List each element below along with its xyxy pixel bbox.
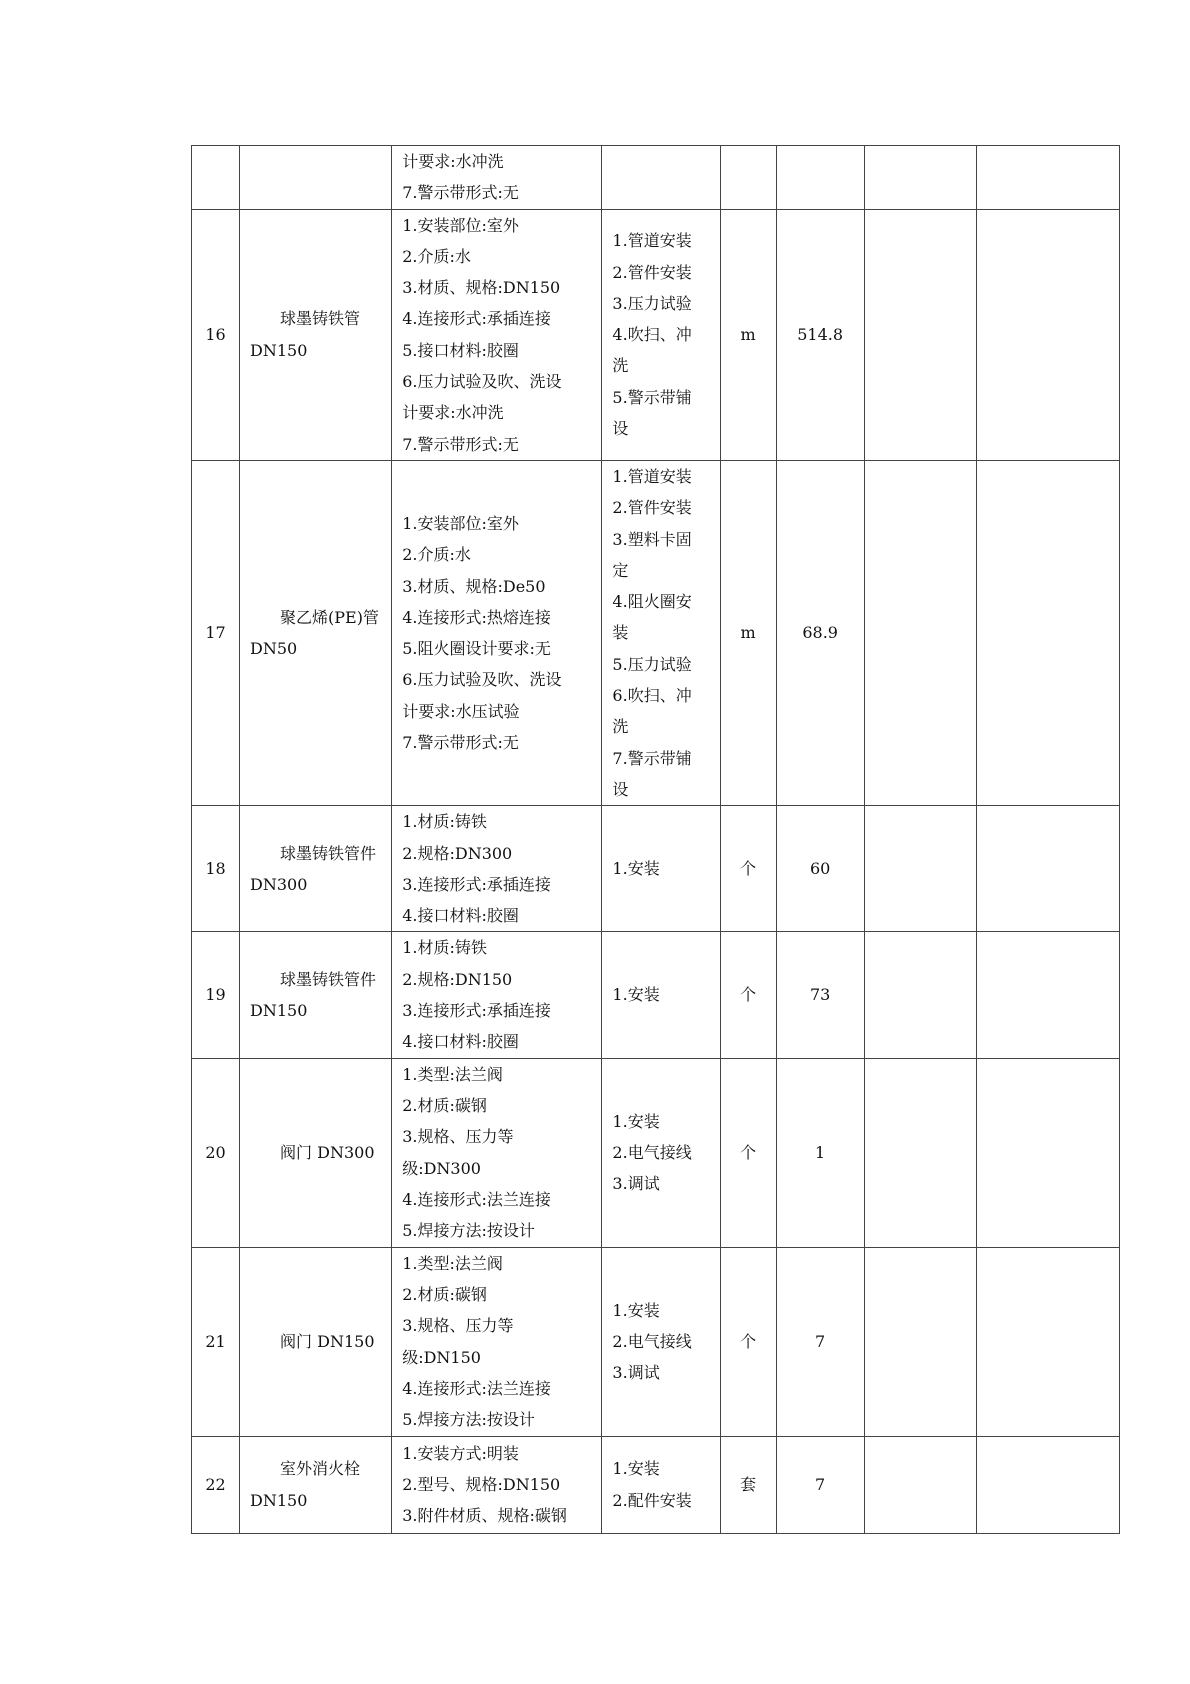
cell-item-features	[392, 1436, 602, 1533]
work-line: 4.吹扫、冲	[612, 325, 692, 345]
cell-item-features	[392, 209, 602, 460]
feature-line: 7.警示带形式:无	[402, 183, 519, 203]
feature-line: 5.焊接方法:按设计	[402, 1221, 535, 1241]
feature-line: 1.安装部位:室外	[402, 513, 519, 533]
feature-line: 1.类型:法兰阀	[402, 1253, 503, 1273]
cell-item-name	[240, 932, 392, 1058]
item-name-line: DN150	[250, 340, 308, 360]
feature-line: 5.接口材料:胶圈	[402, 340, 519, 360]
cell-item-name	[240, 1058, 392, 1247]
cell-total-price	[976, 1247, 1119, 1436]
cell-quantity: 68.9	[776, 460, 864, 805]
cell-item-features	[392, 806, 602, 932]
cell-unit-price	[864, 1247, 976, 1436]
feature-line: 4.接口材料:胶圈	[402, 1032, 519, 1052]
cell-total-price	[976, 146, 1119, 210]
feature-line: 3.附件材质、规格:碳钢	[402, 1506, 567, 1526]
work-line: 6.吹扫、冲	[612, 686, 692, 706]
table-row	[192, 806, 1120, 932]
feature-line: 1.安装方式:明装	[402, 1443, 519, 1463]
cell-item-name	[240, 209, 392, 460]
feature-line: 4.连接形式:法兰连接	[402, 1189, 551, 1209]
work-line: 4.阻火圈安	[612, 592, 692, 612]
work-line: 洗	[612, 717, 629, 737]
cell-unit-price	[864, 932, 976, 1058]
work-line: 2.管件安装	[612, 262, 692, 282]
cell-total-price	[976, 1058, 1119, 1247]
work-line: 设	[612, 419, 629, 439]
feature-line: 2.介质:水	[402, 246, 471, 266]
cell-quantity: 7	[776, 1247, 864, 1436]
feature-line: 7.警示带形式:无	[402, 732, 519, 752]
cell-work-content	[602, 209, 720, 460]
cell-item-features	[392, 146, 602, 210]
feature-line: 3.规格、压力等	[402, 1127, 514, 1147]
feature-line: 1.材质:铸铁	[402, 812, 487, 832]
work-line: 装	[612, 623, 629, 643]
cell-unit: 个	[720, 1058, 776, 1247]
work-line: 1.安装	[612, 859, 660, 879]
cell-quantity	[776, 146, 864, 210]
cell-unit-price	[864, 209, 976, 460]
cell-work-content	[602, 1436, 720, 1533]
feature-line: 4.接口材料:胶圈	[402, 906, 519, 926]
feature-line: 计要求:水压试验	[402, 701, 520, 721]
cell-unit: 套	[720, 1436, 776, 1533]
feature-line: 4.连接形式:热熔连接	[402, 607, 551, 627]
cell-item-features	[392, 1247, 602, 1436]
cell-item-no: 22	[192, 1436, 240, 1533]
cell-total-price	[976, 806, 1119, 932]
table-row	[192, 460, 1120, 805]
work-line: 洗	[612, 356, 629, 376]
feature-line: 3.材质、规格:DN150	[402, 278, 561, 298]
feature-line: 级:DN150	[402, 1347, 481, 1367]
feature-line: 2.介质:水	[402, 545, 471, 565]
table-row	[192, 209, 1120, 460]
feature-line: 计要求:水冲洗	[402, 403, 504, 423]
cell-unit: 个	[720, 1247, 776, 1436]
work-line: 3.调试	[612, 1363, 660, 1383]
item-name-line: 球墨铸铁管件	[280, 843, 377, 863]
item-name-line: DN300	[250, 874, 308, 894]
cell-item-name	[240, 1247, 392, 1436]
feature-line: 4.连接形式:承插连接	[402, 309, 551, 329]
work-line: 2.电气接线	[612, 1331, 692, 1351]
item-name-line: DN150	[250, 1490, 308, 1510]
cell-total-price	[976, 209, 1119, 460]
cell-item-no: 21	[192, 1247, 240, 1436]
cell-work-content	[602, 1058, 720, 1247]
cell-quantity: 1	[776, 1058, 864, 1247]
item-name-line: 室外消火栓	[280, 1459, 361, 1479]
work-line: 设	[612, 779, 629, 799]
feature-line: 2.规格:DN150	[402, 969, 513, 989]
cell-unit: 个	[720, 932, 776, 1058]
cell-item-no	[192, 146, 240, 210]
table-row	[192, 146, 1120, 210]
cell-work-content	[602, 146, 720, 210]
feature-line: 级:DN300	[402, 1158, 481, 1178]
feature-line: 5.焊接方法:按设计	[402, 1410, 535, 1430]
work-line: 1.安装	[612, 1459, 660, 1479]
feature-line: 2.规格:DN300	[402, 843, 513, 863]
feature-line: 7.警示带形式:无	[402, 434, 519, 454]
item-name-line: DN50	[250, 639, 298, 659]
item-name-line: 球墨铸铁管件	[280, 969, 377, 989]
feature-line: 3.连接形式:承插连接	[402, 874, 551, 894]
cell-quantity: 7	[776, 1436, 864, 1533]
feature-line: 3.连接形式:承插连接	[402, 1001, 551, 1021]
work-line: 3.塑料卡固	[612, 529, 692, 549]
cell-item-no: 17	[192, 460, 240, 805]
table-row	[192, 1436, 1120, 1533]
item-name-line: 阀门 DN150	[280, 1331, 375, 1351]
feature-line: 计要求:水冲洗	[402, 152, 504, 171]
table-row	[192, 932, 1120, 1058]
table-row	[192, 1058, 1120, 1247]
feature-line: 2.材质:碳钢	[402, 1096, 487, 1116]
cell-unit: 个	[720, 806, 776, 932]
work-line: 1.管道安装	[612, 231, 692, 251]
work-line: 定	[612, 560, 629, 580]
work-line: 1.管道安装	[612, 466, 692, 486]
table-row	[192, 1247, 1120, 1436]
feature-line: 3.规格、压力等	[402, 1316, 514, 1336]
cell-unit-price	[864, 806, 976, 932]
cell-item-no: 16	[192, 209, 240, 460]
cell-work-content	[602, 460, 720, 805]
work-line: 1.安装	[612, 1111, 660, 1131]
work-line: 2.管件安装	[612, 498, 692, 518]
cell-item-no: 19	[192, 932, 240, 1058]
cell-unit	[720, 146, 776, 210]
feature-line: 3.材质、规格:De50	[402, 576, 546, 596]
work-line: 1.安装	[612, 1300, 660, 1320]
feature-line: 2.型号、规格:DN150	[402, 1474, 561, 1494]
cell-quantity: 514.8	[776, 209, 864, 460]
cell-item-name	[240, 806, 392, 932]
cell-item-name	[240, 460, 392, 805]
work-line: 5.压力试验	[612, 654, 692, 674]
item-name-line: 阀门 DN300	[280, 1142, 375, 1162]
cell-item-name	[240, 146, 392, 210]
cell-work-content	[602, 932, 720, 1058]
cell-quantity: 73	[776, 932, 864, 1058]
cell-item-features	[392, 932, 602, 1058]
cell-quantity: 60	[776, 806, 864, 932]
feature-line: 4.连接形式:法兰连接	[402, 1378, 551, 1398]
cell-item-no: 20	[192, 1058, 240, 1247]
item-name-line: 聚乙烯(PE)管	[280, 607, 379, 627]
work-line: 7.警示带铺	[612, 748, 692, 768]
work-line: 1.安装	[612, 985, 660, 1005]
cell-item-name	[240, 1436, 392, 1533]
cell-unit-price	[864, 1436, 976, 1533]
cell-unit: m	[720, 209, 776, 460]
cell-item-no: 18	[192, 806, 240, 932]
item-name-line: DN150	[250, 1001, 308, 1021]
cell-item-features	[392, 460, 602, 805]
cell-work-content	[602, 806, 720, 932]
work-line: 5.警示带铺	[612, 387, 692, 407]
work-line: 3.调试	[612, 1174, 660, 1194]
cell-item-features	[392, 1058, 602, 1247]
feature-line: 1.类型:法兰阀	[402, 1064, 503, 1084]
feature-line: 2.材质:碳钢	[402, 1285, 487, 1305]
feature-line: 5.阻火圈设计要求:无	[402, 639, 551, 659]
cell-work-content	[602, 1247, 720, 1436]
cell-unit-price	[864, 460, 976, 805]
feature-line: 1.安装部位:室外	[402, 215, 519, 235]
bill-of-quantities-table	[191, 145, 1120, 1534]
work-line: 2.电气接线	[612, 1142, 692, 1162]
feature-line: 1.材质:铸铁	[402, 938, 487, 958]
work-line: 3.压力试验	[612, 293, 692, 313]
cell-total-price	[976, 460, 1119, 805]
feature-line: 6.压力试验及吹、洗设	[402, 372, 562, 392]
feature-line: 6.压力试验及吹、洗设	[402, 670, 562, 690]
table-body	[192, 146, 1120, 1534]
cell-unit-price	[864, 1058, 976, 1247]
cell-total-price	[976, 932, 1119, 1058]
cell-unit-price	[864, 146, 976, 210]
item-name-line: 球墨铸铁管	[280, 309, 361, 329]
cell-total-price	[976, 1436, 1119, 1533]
cell-unit: m	[720, 460, 776, 805]
work-line: 2.配件安装	[612, 1490, 692, 1510]
